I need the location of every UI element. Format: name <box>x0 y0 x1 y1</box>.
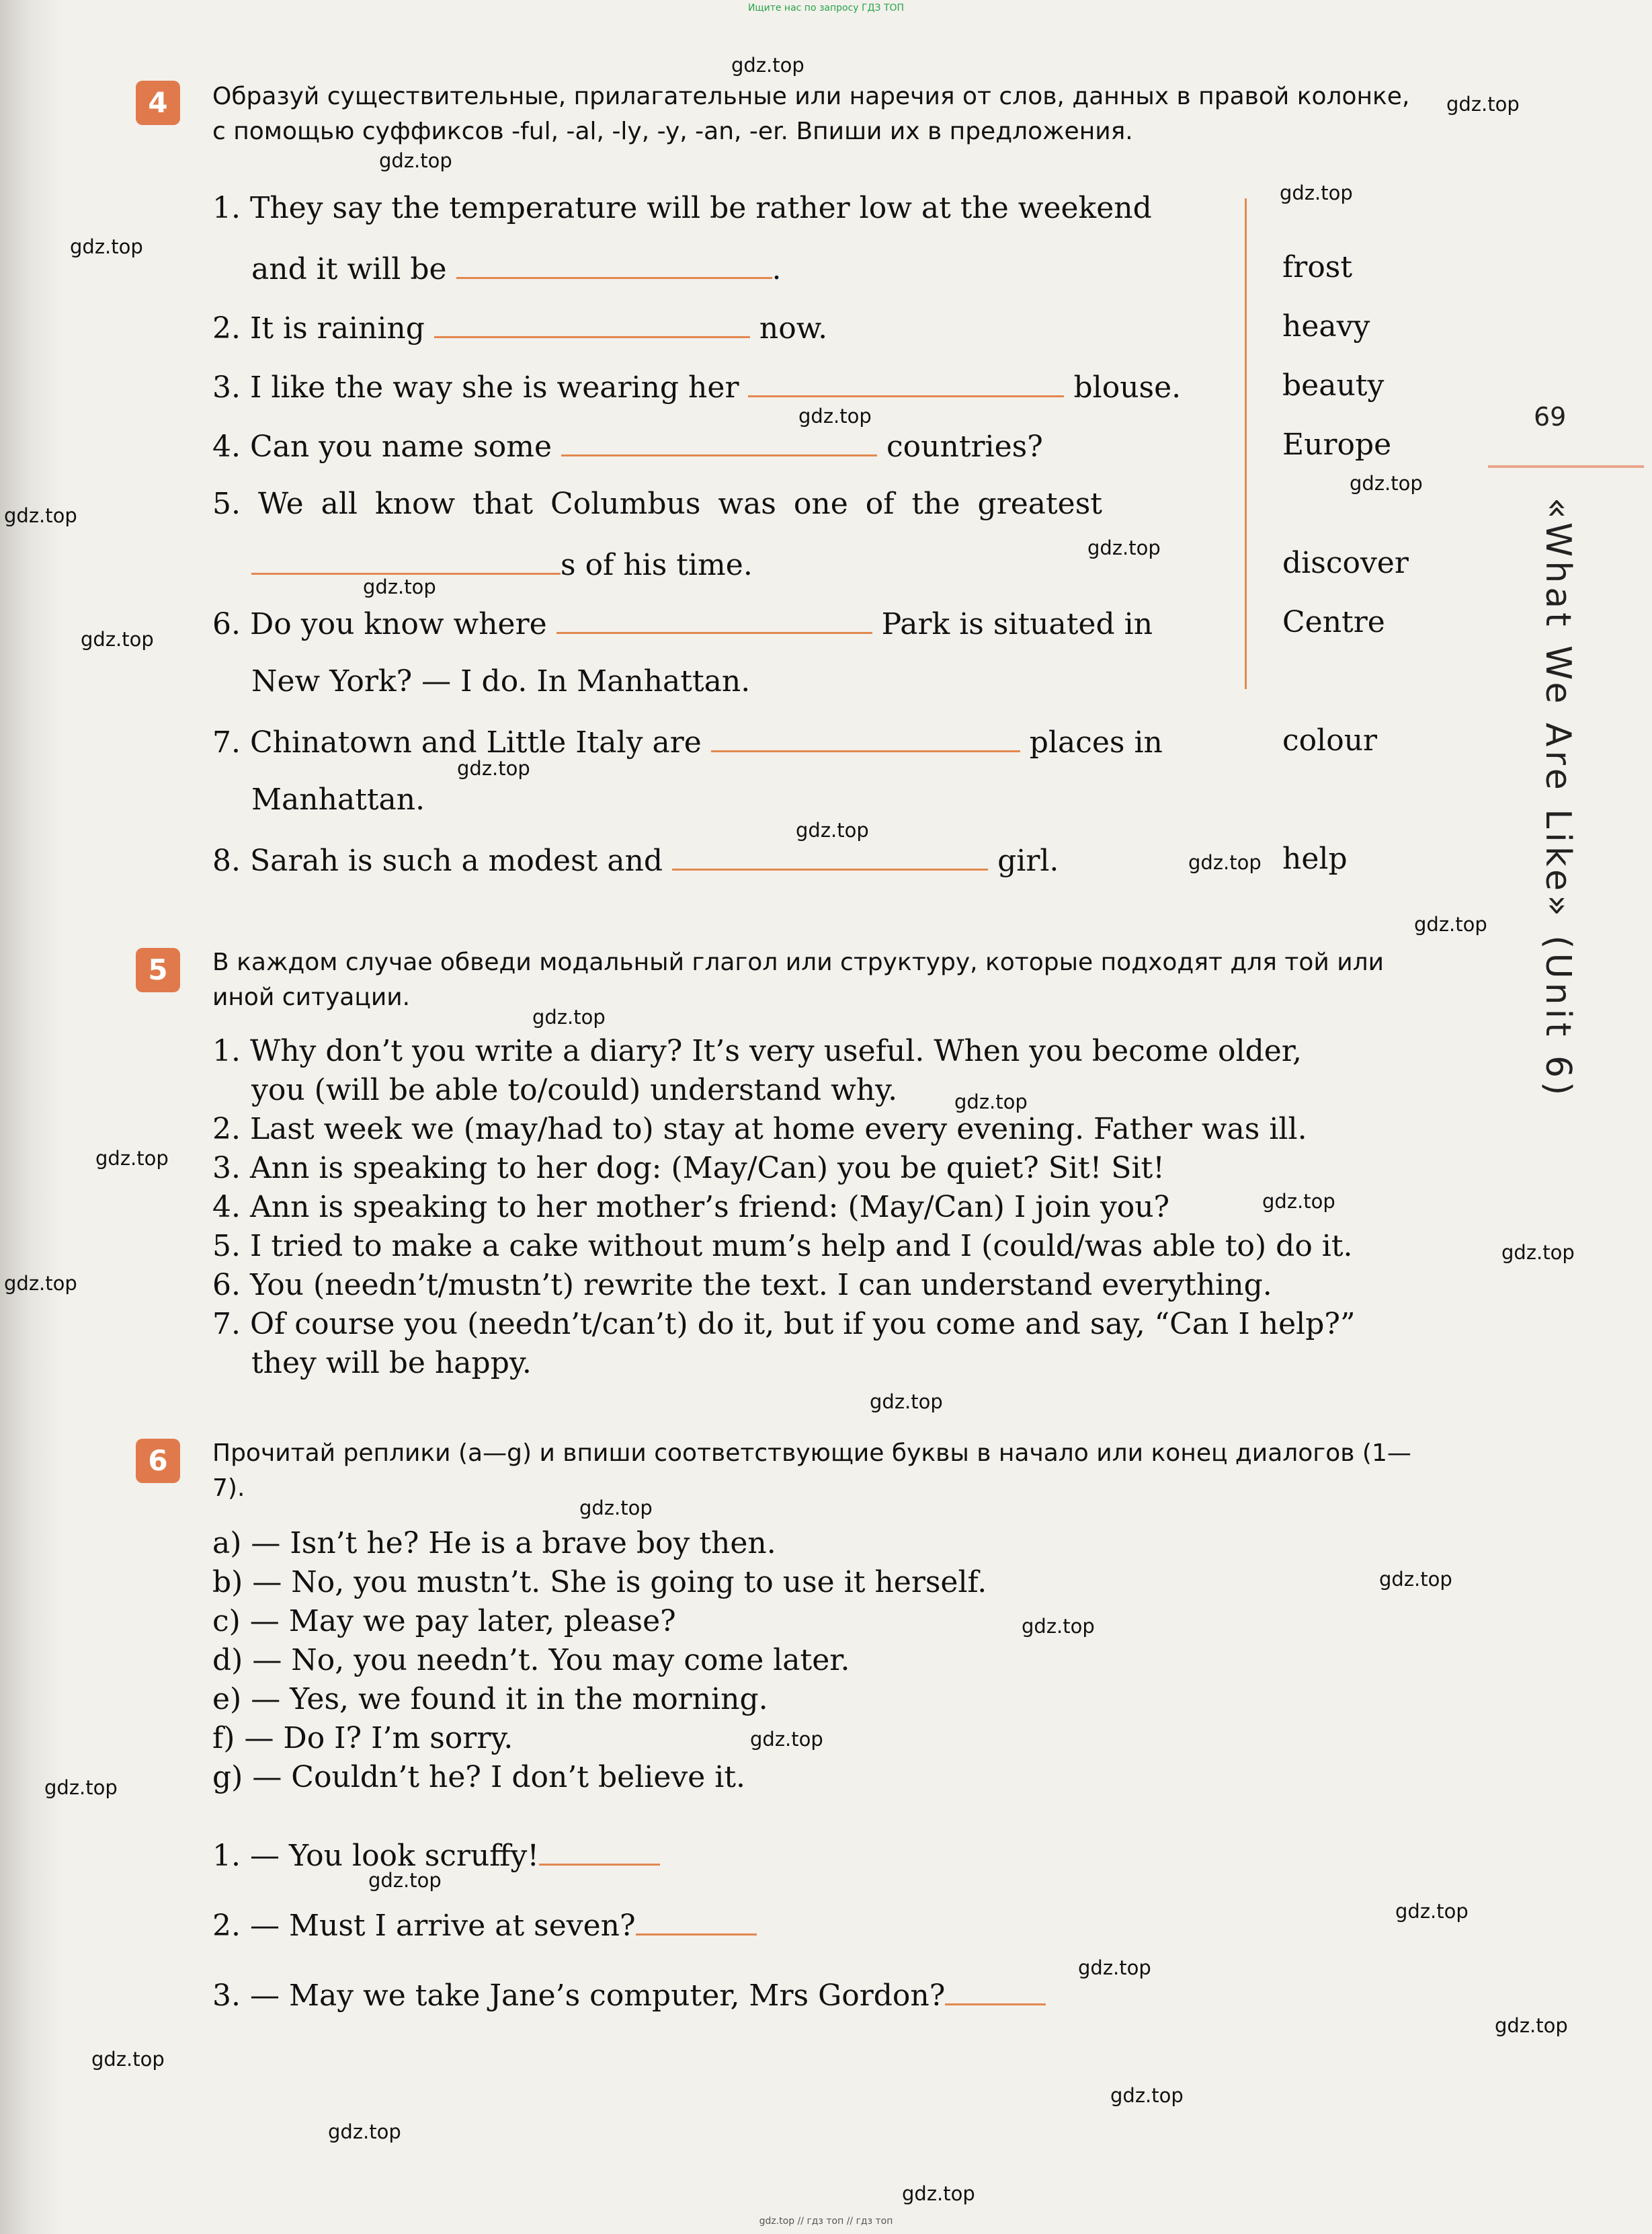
ex5-line-1: 1. Why don’t you write a diary? It’s very useful. When you become older, <box>212 1034 1302 1068</box>
watermark: gdz.top <box>731 54 804 77</box>
watermark: gdz.top <box>368 1869 442 1892</box>
answer-blank[interactable] <box>711 723 1020 752</box>
dialogue-2: 2. — Must I arrive at seven? <box>212 1907 757 1943</box>
ex4-line-8: 6. Do you know where Park is situated in <box>212 605 1153 641</box>
word-europe: Europe <box>1282 428 1392 462</box>
watermark: gdz.top <box>379 149 452 172</box>
watermark: gdz.top <box>70 235 143 258</box>
answer-blank[interactable] <box>561 428 877 456</box>
ex4-line-3: 2. It is raining now. <box>212 309 827 346</box>
watermark: gdz.top <box>1379 1568 1452 1591</box>
top-search-hint[interactable]: Ищите нас по запросу ГДЗ ТОП <box>747 3 905 13</box>
exercise-5-badge: 5 <box>136 948 180 992</box>
reply-d: d) — No, you needn’t. You may come later. <box>212 1643 850 1677</box>
answer-blank[interactable] <box>672 842 988 871</box>
word-discover: discover <box>1282 546 1409 580</box>
answer-blank[interactable] <box>636 1907 757 1936</box>
reply-a: a) — Isn’t he? He is a brave boy then. <box>212 1526 776 1560</box>
ex4-line-10: 7. Chinatown and Little Italy are places in <box>212 723 1163 760</box>
watermark: gdz.top <box>1446 93 1520 116</box>
exercise-4-instruction: Образуй существительные, прилагательные или наречия от слов, данных в правой колонке, с помощью суффиксов -ful, -al, -ly, -y, -an, -er. Впиши их в предложения. <box>212 83 1410 145</box>
exercise-4-badge: 4 <box>136 81 180 125</box>
watermark: gdz.top <box>91 2048 165 2071</box>
page-number: 69 <box>1534 402 1567 432</box>
reply-e: e) — Yes, we found it in the morning. <box>212 1682 768 1716</box>
ex5-line-5: 4. Ann is speaking to her mother’s friend: (May/Can) I join you? <box>212 1190 1170 1224</box>
ex5-line-7: 6. You (needn’t/mustn’t) rewrite the text. I can understand everything. <box>212 1268 1272 1302</box>
unit-side-title: «What We Are Like» (Unit 6) <box>1538 497 1578 1100</box>
watermark: gdz.top <box>1188 851 1262 874</box>
reply-c: c) — May we pay later, please? <box>212 1604 676 1638</box>
reply-f: f) — Do I? I’m sorry. <box>212 1721 513 1755</box>
watermark: gdz.top <box>1022 1615 1095 1638</box>
watermark: gdz.top <box>1262 1190 1335 1213</box>
watermark: gdz.top <box>4 1272 77 1295</box>
side-rule <box>1488 465 1644 468</box>
watermark: gdz.top <box>1395 1900 1469 1923</box>
ex5-line-3: 2. Last week we (may/had to) stay at home every evening. Father was ill. <box>212 1112 1307 1146</box>
answer-blank[interactable] <box>539 1837 660 1866</box>
ex4-line-7: s of his time. <box>251 546 753 582</box>
ex5-line-2: you (will be able to/could) understand why. <box>251 1073 898 1107</box>
book-spine-shadow <box>0 0 64 2234</box>
answer-blank[interactable] <box>556 605 872 634</box>
watermark: gdz.top <box>363 575 436 598</box>
ex4-line-6: 5. We all know that Columbus was one of the greatest <box>212 487 1102 521</box>
ex4-line-9: New York? — I do. In Manhattan. <box>251 664 751 699</box>
exercise-5-instruction: В каждом случае обведи модальный глагол или структуру, которые подходят для той или иной ситуации. <box>212 949 1385 1011</box>
exercise-6-badge: 6 <box>136 1439 180 1483</box>
word-heavy: heavy <box>1282 309 1370 344</box>
ex4-line-12: 8. Sarah is such a modest and girl. <box>212 842 1059 878</box>
watermark: gdz.top <box>1087 536 1161 559</box>
answer-blank[interactable] <box>456 250 772 279</box>
watermark: gdz.top <box>95 1147 169 1170</box>
ex4-line-11: Manhattan. <box>251 783 425 817</box>
word-centre: Centre <box>1282 605 1385 639</box>
reply-b: b) — No, you mustn’t. She is going to use it herself. <box>212 1565 987 1599</box>
answer-blank[interactable] <box>945 1977 1046 2005</box>
watermark: gdz.top <box>579 1497 653 1519</box>
watermark: gdz.top <box>1078 1956 1151 1979</box>
reply-g: g) — Couldn’t he? I don’t believe it. <box>212 1760 746 1794</box>
watermark: gdz.top <box>1110 2084 1184 2107</box>
bottom-link[interactable]: gdz.top // гдз топ // гдз топ <box>759 2216 893 2227</box>
ex5-line-8: 7. Of course you (needn’t/can’t) do it, but if you come and say, “Can I help?” <box>212 1307 1356 1341</box>
ex5-line-4: 3. Ann is speaking to her dog: (May/Can) you be quiet? Sit! Sit! <box>212 1151 1165 1185</box>
watermark: gdz.top <box>4 504 77 527</box>
answer-blank[interactable] <box>251 546 561 575</box>
watermark: gdz.top <box>1280 182 1353 204</box>
ex5-line-9: they will be happy. <box>251 1346 532 1380</box>
watermark: gdz.top <box>457 757 530 780</box>
watermark: gdz.top <box>81 628 154 651</box>
word-help: help <box>1282 842 1348 876</box>
ex4-line-5: 4. Can you name some countries? <box>212 428 1043 464</box>
watermark: gdz.top <box>902 2182 975 2205</box>
watermark: gdz.top <box>1350 472 1423 495</box>
watermark: gdz.top <box>1501 1241 1575 1264</box>
watermark: gdz.top <box>44 1776 118 1799</box>
watermark: gdz.top <box>954 1090 1028 1113</box>
watermark: gdz.top <box>796 819 869 842</box>
watermark: gdz.top <box>798 405 872 428</box>
word-column-divider <box>1245 198 1247 689</box>
word-beauty: beauty <box>1282 368 1385 403</box>
answer-blank[interactable] <box>434 309 750 338</box>
watermark: gdz.top <box>1495 2014 1568 2037</box>
watermark: gdz.top <box>328 2120 401 2143</box>
exercise-6-instruction: Прочитай реплики (a—g) и впиши соответствующие буквы в начало или конец диалогов (1—7). <box>212 1439 1411 1502</box>
watermark: gdz.top <box>750 1728 823 1751</box>
watermark: gdz.top <box>532 1006 606 1029</box>
dialogue-1: 1. — You look scruffy! <box>212 1837 660 1873</box>
watermark: gdz.top <box>870 1390 943 1413</box>
ex4-line-2: and it will be . <box>251 250 782 286</box>
watermark: gdz.top <box>1414 913 1487 936</box>
dialogue-3: 3. — May we take Jane’s computer, Mrs Gordon? <box>212 1977 1046 2013</box>
ex4-line-4: 3. I like the way she is wearing her blouse. <box>212 368 1181 405</box>
answer-blank[interactable] <box>748 368 1064 397</box>
ex4-line-1: 1. They say the temperature will be rather low at the weekend <box>212 191 1152 225</box>
word-colour: colour <box>1282 723 1378 758</box>
word-frost: frost <box>1282 250 1353 284</box>
ex5-line-6: 5. I tried to make a cake without mum’s help and I (could/was able to) do it. <box>212 1229 1353 1263</box>
